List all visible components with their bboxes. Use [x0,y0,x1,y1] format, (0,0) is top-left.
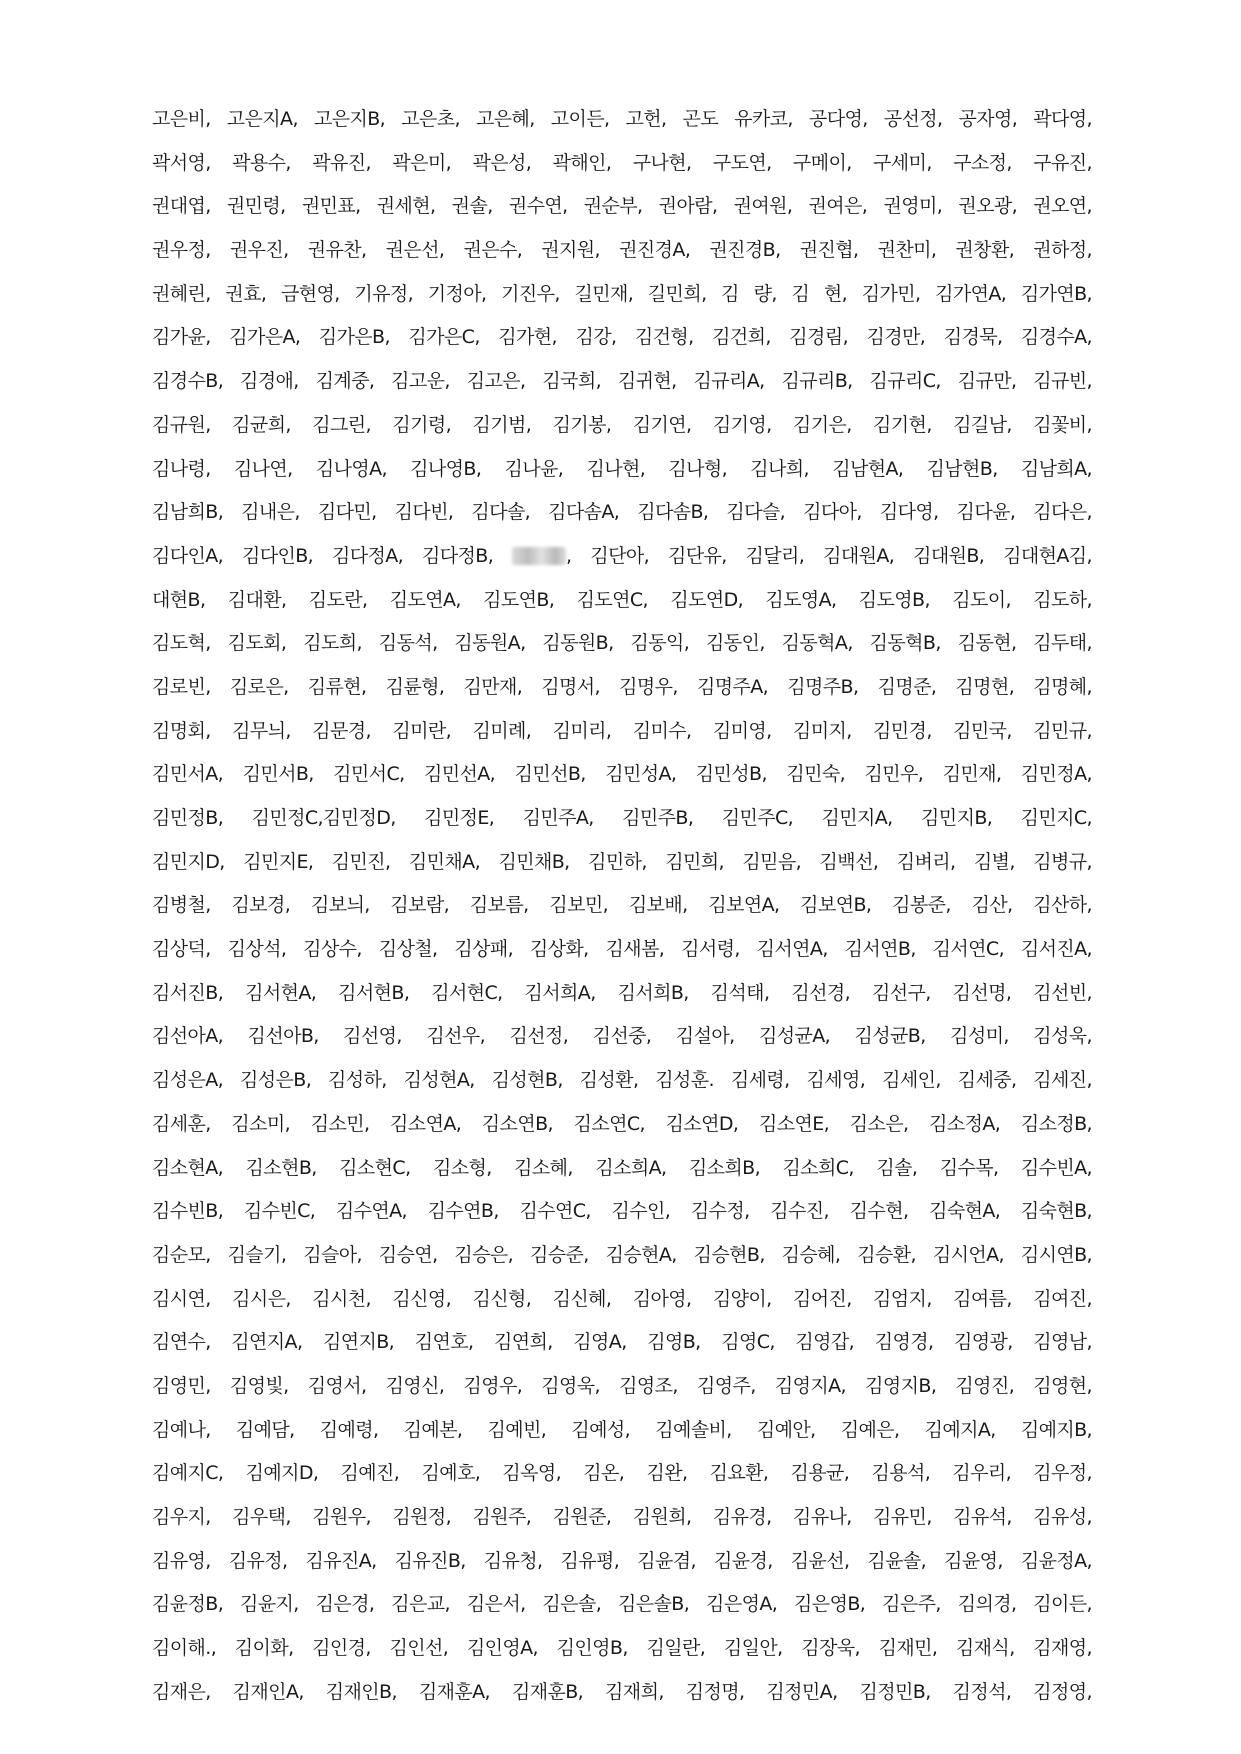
text-line [152,1452,1092,1496]
line-text: 김영민, 김영빛, 김영서, 김영신, 김영우, 김영욱, 김영조, 김영주, 김영지A, 김영지B, 김영진, 김영현, [152,1374,1092,1397]
line-text: 김수빈B, 김수빈C, 김수연A, 김수연B, 김수연C, 김수인, 김수정, 김수진, 김수현, 김숙현A, 김숙현B, [152,1200,1092,1223]
line-text: 김민서A, 김민서B, 김민서C, 김민선A, 김민선B, 김민성A, 김민성B, 김민숙, 김민우, 김민재, 김민정A, [152,763,1092,786]
line-text: 권혜린, 권효, 금현영, 기유정, 기정아, 기진우, 길민재, 길민희, 김 량, 김 현, 김가민, 김가연A, 김가연B, [152,282,1092,305]
text-line [152,1540,1092,1584]
text-line [152,1190,1092,1234]
line-text: 김도혁, 김도회, 김도희, 김동석, 김동원A, 김동원B, 김동익, 김동인, 김동혁A, 김동혁B, 김동현, 김두태, [152,632,1092,655]
line-text: 김민정B, 김민정C,김민정D, 김민정E, 김민주A, 김민주B, 김민주C, 김민지A, 김민지B, 김민지C, [152,807,1092,829]
text-line [152,273,1092,317]
text-line [152,972,1092,1016]
line-text: 김소현A, 김소현B, 김소현C, 김소형, 김소혜, 김소희A, 김소희B, 김소희C, 김솔, 김수목, 김수빈A, [152,1156,1092,1179]
text-line [152,316,1092,360]
text-line [152,491,1092,535]
line-text: , 김단아, 김단유, 김달리, 김대원A, 김대원B, 김대현A김, [566,544,1092,567]
line-text: 김연수, 김연지A, 김연지B, 김연호, 김연희, 김영A, 김영B, 김영C, 김영갑, 김영경, 김영광, 김영남, [152,1331,1092,1354]
text-line [152,1321,1092,1365]
line-text: 김세훈, 김소미, 김소민, 김소연A, 김소연B, 김소연C, 김소연D, 김소연E, 김소은, 김소정A, 김소정B, [152,1112,1092,1135]
line-text: 김이해., 김이화, 김인경, 김인선, 김인영A, 김인영B, 김일란, 김일안, 김장욱, 김재민, 김재식, 김재영, [152,1637,1092,1660]
line-text: 김순모, 김슬기, 김슬아, 김승연, 김승은, 김승준, 김승현A, 김승현B, 김승혜, 김승환, 김시언A, 김시연B, [152,1243,1092,1266]
text-line [152,448,1092,492]
text-line [152,797,1092,841]
line-text: 김남희B, 김내은, 김다민, 김다빈, 김다솔, 김다솜A, 김다솜B, 김다슬, 김다아, 김다영, 김다윤, 김다은, [152,501,1092,524]
line-text: 김가윤, 김가은A, 김가은B, 김가은C, 김가현, 김강, 김건형, 김건희, 김경림, 김경만, 김경묵, 김경수A, [152,326,1092,349]
text-line [152,1059,1092,1103]
line-text: 김서진B, 김서현A, 김서현B, 김서현C, 김서희A, 김서희B, 김석태, 김선경, 김선구, 김선명, 김선빈, [152,981,1092,1004]
text-line [152,404,1092,448]
line-text: 김예나, 김예담, 김예령, 김예본, 김예빈, 김예성, 김예솔비, 김예안, 김예은, 김예지A, 김예지B, [152,1418,1092,1441]
line-text: 김재은, 김재인A, 김재인B, 김재훈A, 김재훈B, 김재희, 김정명, 김정민A, 김정민B, 김정석, 김정영, [152,1680,1092,1703]
line-text: 김로빈, 김로은, 김류현, 김륜형, 김만재, 김명서, 김명우, 김명주A, 김명주B, 김명준, 김명현, 김명혜, [152,675,1092,698]
line-text: 곽서영, 곽용수, 곽유진, 곽은미, 곽은성, 곽해인, 구나현, 구도연, 구메이, 구세미, 구소정, 구유진, [152,151,1092,174]
text-line [152,1015,1092,1059]
line-text: 김명회, 김무늬, 김문경, 김미란, 김미례, 김미리, 김미수, 김미영, 김미지, 김민경, 김민국, 김민규, [152,719,1092,742]
text-line [152,142,1092,186]
line-text: 김병철, 김보경, 김보늬, 김보람, 김보름, 김보민, 김보배, 김보연A, 김보연B, 김봉준, 김산, 김산하, [152,894,1092,917]
text-line [152,1278,1092,1322]
text-line [152,185,1092,229]
text-line [152,1147,1092,1191]
text-line [152,928,1092,972]
line-text: 김경수B, 김경애, 김계중, 김고운, 김고은, 김국희, 김귀현, 김규리A, 김규리B, 김규리C, 김규만, 김규빈, [152,370,1092,393]
line-text: 김상덕, 김상석, 김상수, 김상철, 김상패, 김상화, 김새봄, 김서령, 김서연A, 김서연B, 김서연C, 김서진A, [152,938,1092,961]
line-text: 김규원, 김균희, 김그린, 김기령, 김기범, 김기봉, 김기연, 김기영, 김기은, 김기현, 김길남, 김꽃비, [152,413,1092,436]
text-line [152,535,1092,579]
text-line [152,579,1092,623]
line-text: 김우지, 김우택, 김원우, 김원정, 김원주, 김원준, 김원희, 김유경, 김유나, 김유민, 김유석, 김유성, [152,1506,1092,1528]
line-text: 권대엽, 권민령, 권민표, 권세현, 권솔, 권수연, 권순부, 권아람, 권여원, 권여은, 권영미, 권오광, 권오연, [152,195,1092,218]
line-text: 대현B, 김대환, 김도란, 김도연A, 김도연B, 김도연C, 김도연D, 김도영A, 김도영B, 김도이, 김도하, [152,588,1092,611]
text-line [152,1583,1092,1627]
line-text: 김예지C, 김예지D, 김예진, 김예호, 김옥영, 김온, 김완, 김요환, 김용균, 김용석, 김우리, 김우정, [152,1462,1092,1485]
line-text: 김선아A, 김선아B, 김선영, 김선우, 김선정, 김선중, 김설아, 김성균A, 김성균B, 김성미, 김성욱, [152,1025,1092,1048]
line-text: 권우정, 권우진, 권유찬, 권은선, 권은수, 권지원, 권진경A, 권진경B, 권진협, 권찬미, 권창환, 권하정, [152,239,1092,262]
line-text: 고은비, 고은지A, 고은지B, 고은초, 고은혜, 고이든, 고헌, 곤도 유카코, 공다영, 공선정, 공자영, 곽다영, [152,108,1092,130]
line-text: 김다인A, 김다인B, 김다정A, 김다정B, [152,544,513,567]
text-line [152,622,1092,666]
text-line [152,1627,1092,1671]
line-text: 김유영, 김유정, 김유진A, 김유진B, 김유청, 김유평, 김윤겸, 김윤경, 김윤선, 김윤솔, 김윤영, 김윤정A, [152,1549,1092,1572]
text-line [152,841,1092,885]
line-text: 김윤정B, 김윤지, 김은경, 김은교, 김은서, 김은솔, 김은솔B, 김은영A, 김은영B, 김은주, 김의경, 김이든, [152,1593,1092,1616]
line-text: 김성은A, 김성은B, 김성하, 김성현A, 김성현B, 김성환, 김성훈. 김세령, 김세영, 김세인, 김세중, 김세진, [152,1069,1092,1092]
text-line [152,1365,1092,1409]
text-line [152,884,1092,928]
text-line [152,98,1092,142]
text-line [152,1671,1092,1715]
text-line [152,753,1092,797]
redacted-name [512,547,566,565]
text-line [152,666,1092,710]
text-line [152,360,1092,404]
text-line [152,1409,1092,1453]
text-line [152,1496,1092,1540]
line-text: 김민지D, 김민지E, 김민진, 김민채A, 김민채B, 김민하, 김민희, 김믿음, 김백선, 김벼리, 김별, 김병규, [152,850,1092,873]
text-line [152,1234,1092,1278]
name-list [152,98,1092,1714]
text-line [152,229,1092,273]
text-line [152,710,1092,754]
line-text: 김나령, 김나연, 김나영A, 김나영B, 김나윤, 김나현, 김나형, 김나희, 김남현A, 김남현B, 김남희A, [152,457,1092,480]
text-line [152,1103,1092,1147]
line-text: 김시연, 김시은, 김시천, 김신영, 김신형, 김신혜, 김아영, 김양이, 김어진, 김엄지, 김여름, 김여진, [152,1287,1092,1310]
